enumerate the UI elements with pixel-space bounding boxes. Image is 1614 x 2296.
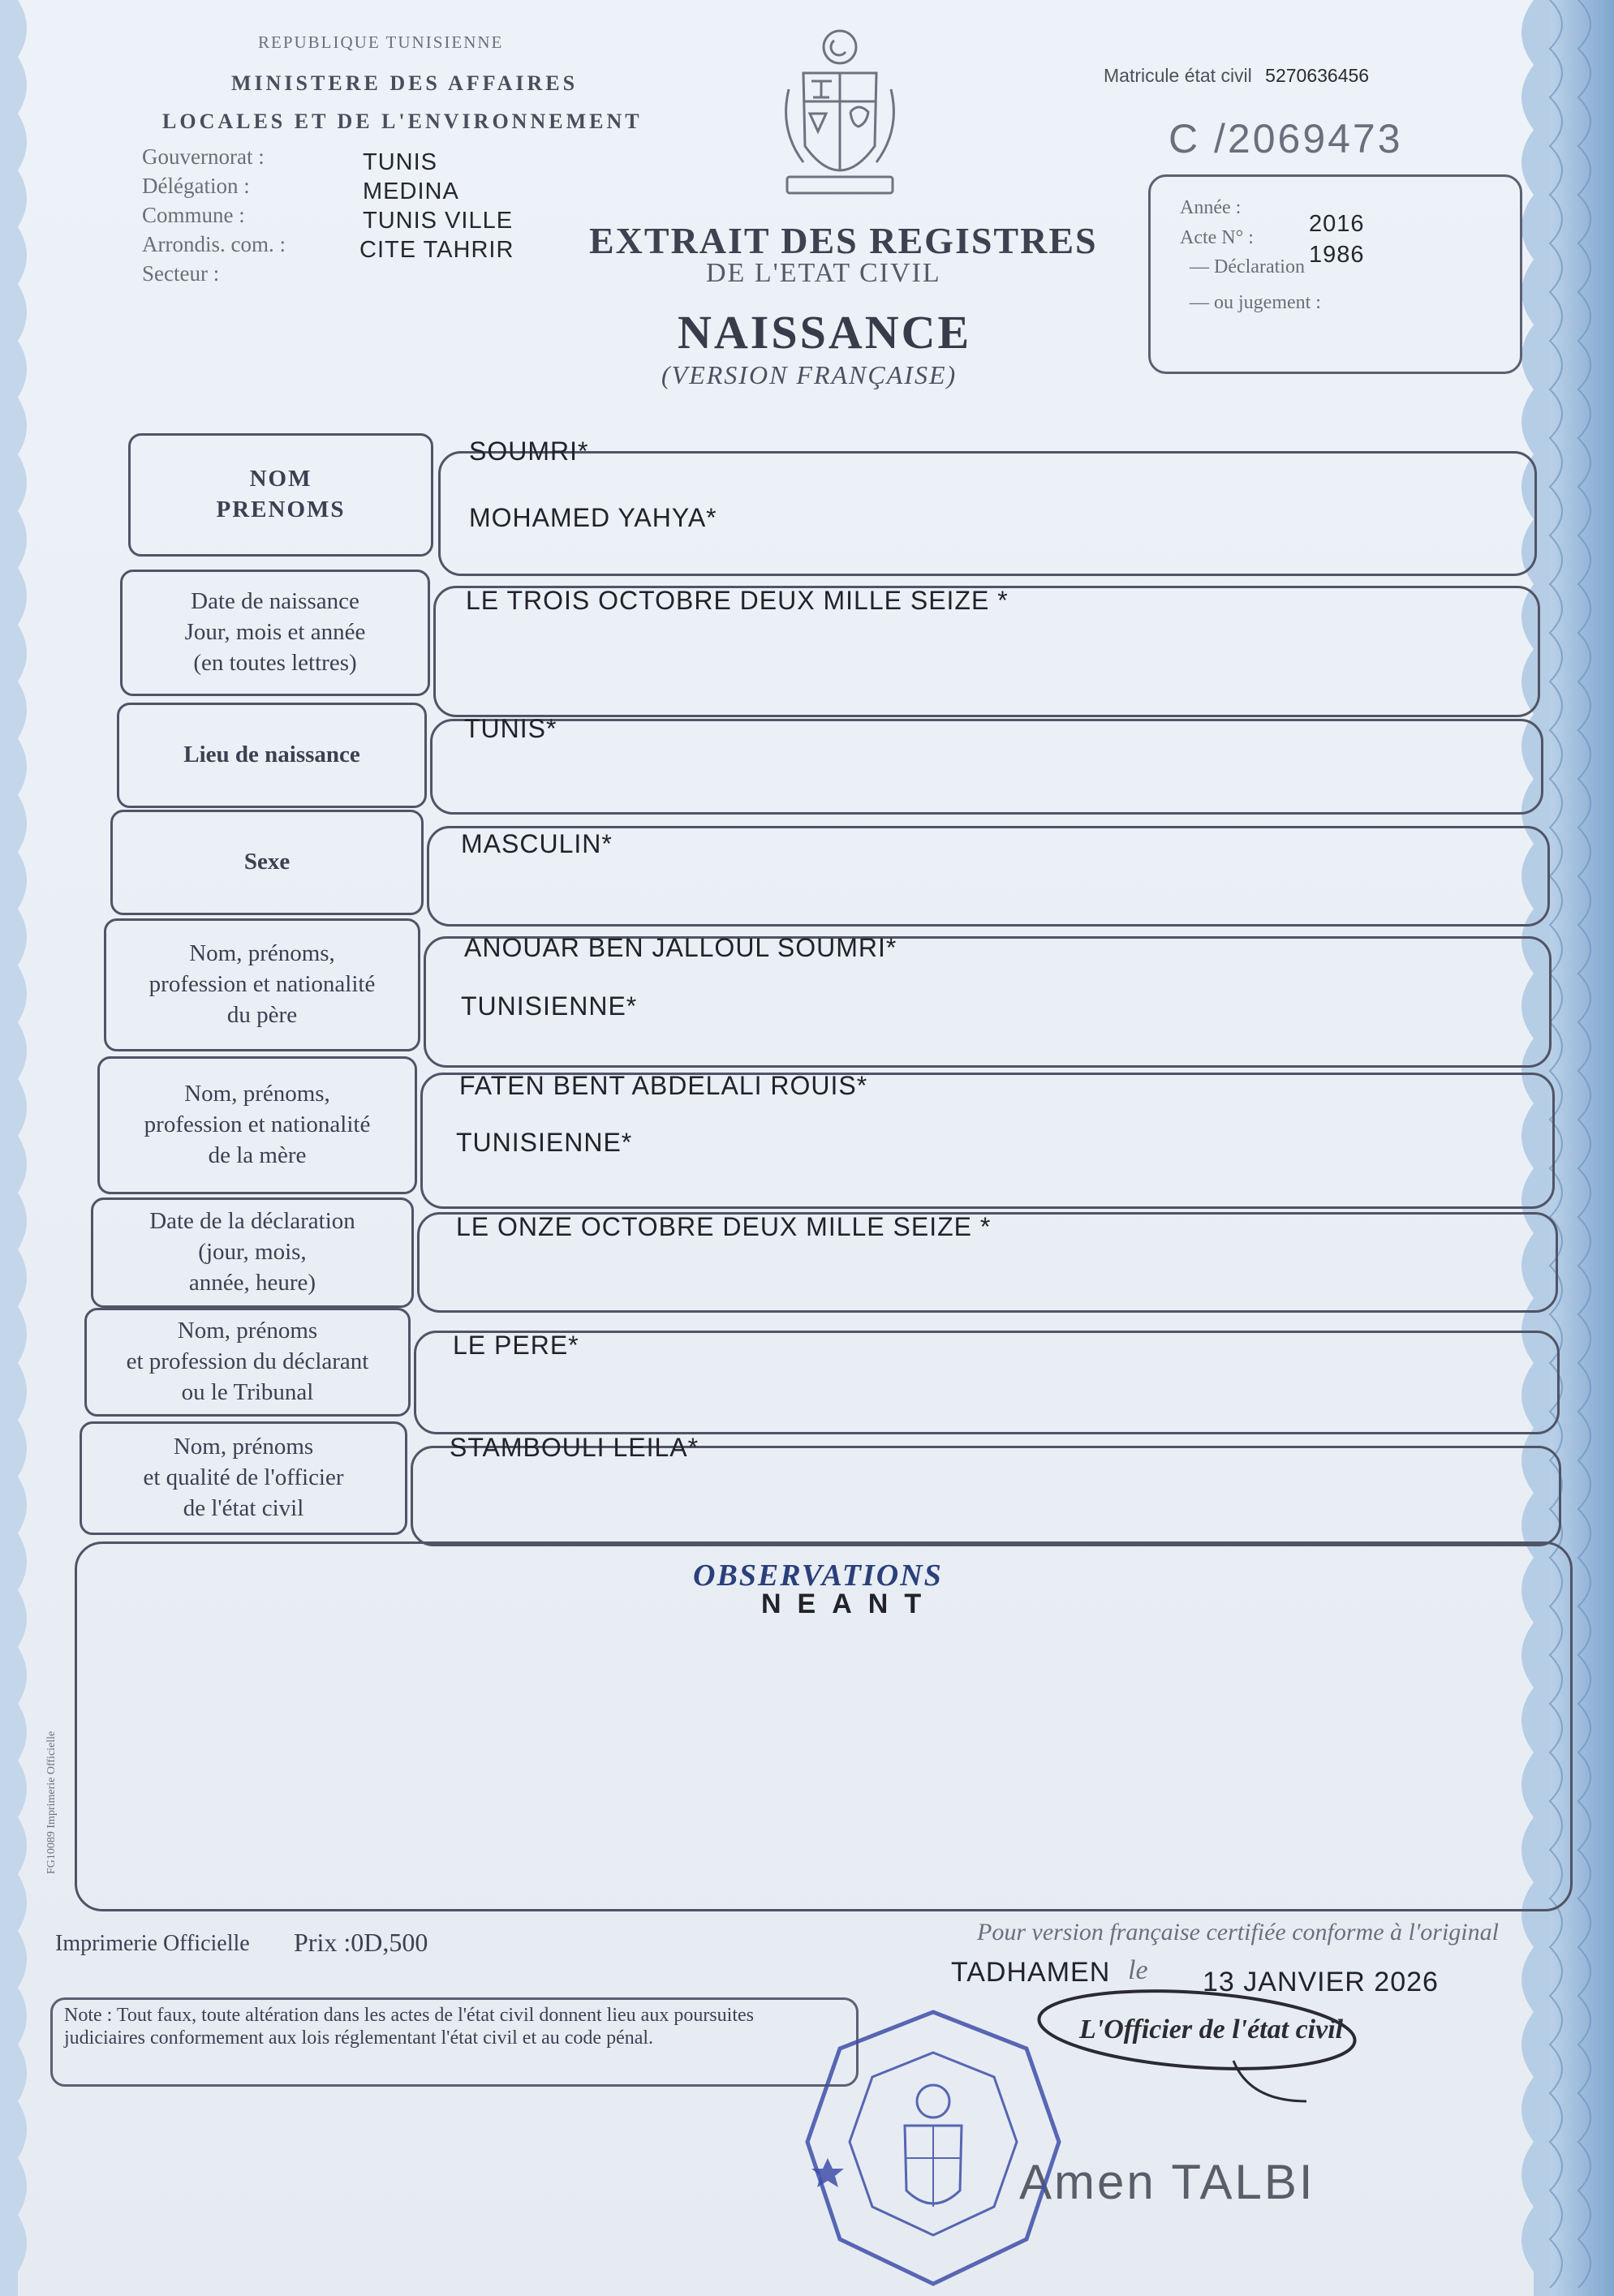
value-declarant: LE PERE* bbox=[453, 1331, 579, 1360]
matricule-label: Matricule état civil bbox=[1104, 65, 1252, 86]
le-label: le bbox=[1128, 1955, 1148, 1985]
delegation-label: Délégation : bbox=[142, 174, 250, 198]
commune-value: TUNIS VILLE bbox=[363, 208, 514, 234]
price-label: Prix :0D,500 bbox=[294, 1928, 428, 1957]
title-version: (VERSION FRANÇAISE) bbox=[661, 360, 958, 389]
observations-title: OBSERVATIONS bbox=[693, 1559, 943, 1593]
value-prenoms: MOHAMED YAHYA* bbox=[469, 503, 717, 532]
label-pere: Nom, prénoms, profession et nationalité du père bbox=[104, 918, 420, 1051]
printer-label: Imprimerie Officielle bbox=[55, 1931, 250, 1956]
value-pere-nationalite: TUNISIENNE* bbox=[461, 991, 638, 1021]
annee-value: 2016 bbox=[1309, 211, 1365, 237]
label-declarant: Nom, prénoms et profession du déclarant ou le Tribunal bbox=[84, 1308, 411, 1417]
republic-label: REPUBLIQUE TUNISIENNE bbox=[258, 32, 504, 52]
note-text: Note : Tout faux, toute altération dans les actes de l'état civil donnent lieu aux poursuites judiciaires conformement aux lois réglementant l'état civil et au code pénal. bbox=[64, 2005, 754, 2049]
label-lieu-naissance: Lieu de naissance bbox=[117, 703, 427, 808]
label-officier: Nom, prénoms et qualité de l'officier de l'état civil bbox=[80, 1421, 407, 1535]
secteur-label: Secteur : bbox=[142, 261, 220, 286]
gouvernorat-value: TUNIS bbox=[363, 149, 437, 175]
acte-label: Acte N° : bbox=[1180, 227, 1254, 248]
gouvernorat-label: Gouvernorat : bbox=[142, 144, 265, 169]
label-sexe: Sexe bbox=[110, 810, 424, 915]
value-sexe: MASCULIN* bbox=[461, 829, 613, 858]
ministry-line2: LOCALES ET DE L'ENVIRONNEMENT bbox=[162, 110, 643, 133]
jugement-label: — ou jugement : bbox=[1190, 292, 1321, 313]
value-lieu-naissance: TUNIS* bbox=[464, 714, 557, 743]
value-mere-nom: FATEN BENT ABDELALI ROUIS* bbox=[459, 1071, 868, 1100]
guilloche-border-left bbox=[0, 0, 42, 2296]
title-extrait: EXTRAIT DES REGISTRES bbox=[589, 220, 1098, 261]
issue-place: TADHAMEN bbox=[951, 1957, 1111, 1988]
title-naissance: NAISSANCE bbox=[678, 306, 972, 359]
issue-date: 13 JANVIER 2026 bbox=[1203, 1967, 1439, 1997]
label-date-naissance: Date de naissance Jour, mois et année (en toutes lettres) bbox=[120, 570, 430, 696]
ministry-line1: MINISTERE DES AFFAIRES bbox=[231, 71, 579, 95]
official-stamp-icon bbox=[799, 2004, 1067, 2296]
side-print-text: FG10089 Imprimerie Officielle bbox=[45, 1731, 58, 1874]
coat-of-arms-icon bbox=[771, 24, 909, 203]
label-date-declaration: Date de la déclaration (jour, mois, année, heure) bbox=[91, 1197, 414, 1308]
value-box-declarant bbox=[414, 1331, 1560, 1434]
value-box-lieu-naissance bbox=[430, 719, 1543, 815]
label-mere: Nom, prénoms, profession et nationalité de la mère bbox=[97, 1056, 417, 1194]
arrondissement-label: Arrondis. com. : bbox=[142, 232, 286, 256]
matricule-value: 5270636456 bbox=[1265, 65, 1370, 86]
annee-label: Année : bbox=[1180, 197, 1242, 218]
delegation-value: MEDINA bbox=[363, 178, 459, 204]
arrondissement-value: CITE TAHRIR bbox=[359, 237, 514, 263]
officer-name: Amen TALBI bbox=[1019, 2155, 1315, 2209]
serial-number: C /2069473 bbox=[1169, 116, 1403, 161]
note-box bbox=[50, 1997, 859, 2087]
value-date-declaration: LE ONZE OCTOBRE DEUX MILLE SEIZE * bbox=[456, 1212, 992, 1241]
certified-statement: Pour version française certifiée conforme à l'original bbox=[977, 1919, 1499, 1946]
label-nom-prenoms: NOM PRENOMS bbox=[128, 433, 433, 557]
value-officier: STAMBOULI LEILA* bbox=[450, 1433, 699, 1462]
record-box bbox=[1148, 174, 1522, 374]
value-mere-nationalite: TUNISIENNE* bbox=[456, 1128, 633, 1157]
officer-title: L'Officier de l'état civil bbox=[1079, 2014, 1344, 2044]
declaration-label: — Déclaration bbox=[1190, 256, 1305, 277]
value-date-naissance: LE TROIS OCTOBRE DEUX MILLE SEIZE * bbox=[466, 586, 1009, 615]
matricule-block bbox=[1104, 65, 1369, 87]
value-pere-nom: ANOUAR BEN JALLOUL SOUMRI* bbox=[464, 933, 897, 962]
observations-value: NEANT bbox=[761, 1589, 938, 1619]
commune-label: Commune : bbox=[142, 203, 245, 227]
value-nom: SOUMRI* bbox=[469, 436, 589, 466]
acte-value: 1986 bbox=[1309, 242, 1365, 268]
title-etat-civil: DE L'ETAT CIVIL bbox=[706, 258, 941, 288]
